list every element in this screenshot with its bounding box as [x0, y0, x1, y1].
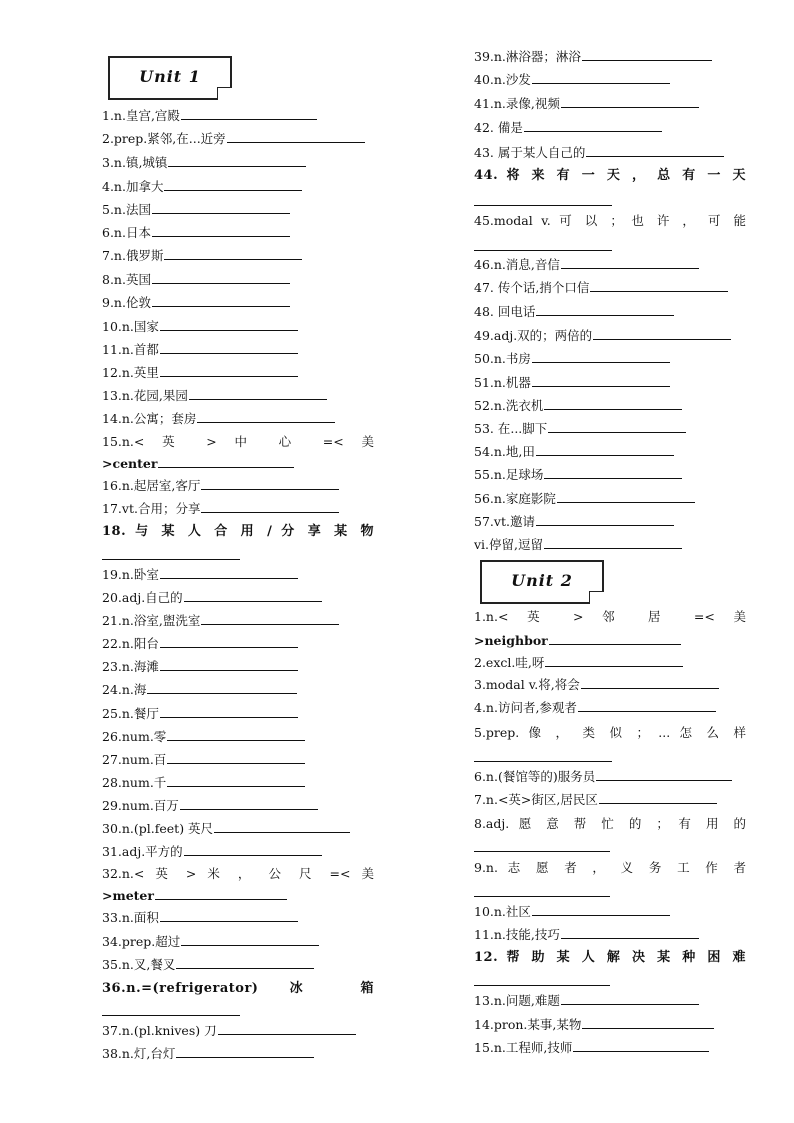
vocab-item: 48. 回电话: [474, 304, 674, 320]
vocab-item: >meter: [102, 888, 287, 904]
vocab-item: 28.num.千: [102, 775, 305, 791]
vocab-item: 6.n.日本: [102, 225, 290, 241]
vocab-item: 13.n.花园,果园: [102, 388, 327, 404]
unit-2-label: [480, 560, 604, 604]
vocab-item: 21.n.浴室,盥洗室: [102, 613, 339, 629]
vocab-item: vi.停留,逗留: [474, 537, 682, 553]
vocab-item: >neighbor: [474, 633, 681, 649]
vocab-item: 39.n.淋浴器；淋浴: [474, 49, 712, 65]
answer-line: [102, 1015, 240, 1016]
vocab-item: 40.n.沙发: [474, 72, 670, 88]
vocab-item: 9.n.伦敦: [102, 295, 290, 311]
answer-line: [474, 761, 612, 762]
vocab-item: 4.n.访问者,参观者: [474, 700, 716, 716]
vocab-item: 6.n.(餐馆等的)服务员: [474, 769, 732, 785]
vocab-item: 13.n.问题,难题: [474, 993, 699, 1009]
vocab-item: 33.n.面积: [102, 910, 298, 926]
vocab-item: 11.n.技能,技巧: [474, 927, 699, 943]
vocab-item: 7.n.俄罗斯: [102, 248, 302, 264]
answer-line: [474, 896, 610, 897]
vocab-item: 4.n.加拿大: [102, 179, 302, 195]
vocab-item: 12. 帮 助 某 人 解 决 某 种 困 难: [474, 950, 746, 965]
vocab-item: 2.excl.哇,呀: [474, 655, 683, 671]
unit-1-title: Unit 1: [139, 67, 201, 86]
vocab-item: 53. 在...脚下: [474, 421, 686, 437]
vocab-item: 54.n.地,田: [474, 444, 674, 460]
vocab-item: 3.modal v.将,将会: [474, 677, 719, 693]
vocab-item: 57.vt.邀请: [474, 514, 674, 530]
vocab-item: 9.n. 志 愿 者 ， 义 务 工 作 者: [474, 860, 746, 875]
vocab-item: 47. 传个话,捎个口信: [474, 280, 728, 296]
vocab-item: 46.n.消息,音信: [474, 257, 699, 273]
vocab-item: 1.n.< 英 > 邻 居 =< 美: [474, 609, 746, 624]
vocab-item: 45.modal v. 可 以 ； 也 许 ， 可 能: [474, 213, 746, 228]
answer-line: [474, 205, 612, 206]
vocab-item: 55.n.足球场: [474, 467, 682, 483]
vocab-item: 31.adj.平方的: [102, 844, 322, 860]
vocab-item: 1.n.皇宫,宫殿: [102, 108, 317, 124]
vocab-item: 8.n.英国: [102, 272, 290, 288]
vocab-item: 35.n.叉,餐叉: [102, 957, 314, 973]
vocab-item: 34.prep.超过: [102, 934, 319, 950]
vocab-item: 36.n.=(refrigerator) 冰 箱: [102, 981, 374, 996]
vocab-item: 12.n.英里: [102, 365, 298, 381]
answer-line: [474, 851, 610, 852]
vocab-item: 10.n.社区: [474, 904, 670, 920]
answer-line: [474, 985, 610, 986]
vocab-item: 43. 属于某人自己的: [474, 145, 724, 161]
vocab-item: 2.prep.紧邻,在...近旁: [102, 131, 365, 147]
answer-line: [102, 559, 240, 560]
vocab-item: 5.n.法国: [102, 202, 290, 218]
vocab-item: 5.prep. 像 ， 类 似 ； ... 怎 么 样: [474, 725, 746, 740]
vocab-item: 44. 将 来 有 一 天 ， 总 有 一 天: [474, 168, 746, 183]
vocab-item: 38.n.灯,台灯: [102, 1046, 314, 1062]
vocab-item: 8.adj. 愿 意 帮 忙 的 ； 有 用 的: [474, 816, 746, 831]
answer-line: [474, 250, 612, 251]
vocab-item: 42. 備是: [474, 120, 662, 136]
vocab-item: 49.adj.双的；两倍的: [474, 328, 731, 344]
vocab-item: 14.pron.某事,某物: [474, 1017, 714, 1033]
vocab-item: 14.n.公寓；套房: [102, 411, 335, 427]
vocab-item: 50.n.书房: [474, 351, 670, 367]
vocab-item: 30.n.(pl.feet) 英尺: [102, 821, 350, 837]
vocab-item: 26.num.零: [102, 729, 305, 745]
vocab-item: 29.num.百万: [102, 798, 318, 814]
vocab-item: 17.vt.合用；分享: [102, 501, 339, 517]
vocab-item: 18. 与 某 人 合 用 / 分 享 某 物: [102, 524, 374, 539]
vocab-item: >center: [102, 456, 294, 472]
vocab-item: 51.n.机器: [474, 375, 670, 391]
vocab-item: 19.n.卧室: [102, 567, 298, 583]
vocab-item: 11.n.首都: [102, 342, 298, 358]
vocab-item: 27.num.百: [102, 752, 305, 768]
vocab-item: 20.adj.自己的: [102, 590, 322, 606]
vocab-item: 22.n.阳台: [102, 636, 298, 652]
vocab-item: 24.n.海: [102, 682, 297, 698]
unit-1-label: [108, 56, 232, 100]
vocab-item: 3.n.镇,城镇: [102, 155, 306, 171]
vocab-item: 15.n.< 英 > 中 心 =< 美: [102, 434, 374, 449]
vocab-item: 41.n.录像,视频: [474, 96, 699, 112]
vocab-item: 25.n.餐厅: [102, 706, 298, 722]
vocab-item: 52.n.洗衣机: [474, 398, 682, 414]
vocab-item: 10.n.国家: [102, 319, 298, 335]
vocab-item: 37.n.(pl.knives) 刀: [102, 1023, 356, 1039]
vocab-item: 32.n.< 英 > 米 ， 公 尺 =< 美: [102, 866, 374, 881]
vocab-item: 15.n.工程师,技师: [474, 1040, 709, 1056]
vocab-item: 23.n.海滩: [102, 659, 298, 675]
unit-2-title: Unit 2: [511, 571, 573, 590]
vocab-item: 7.n.<英>街区,居民区: [474, 792, 717, 808]
vocab-item: 56.n.家庭影院: [474, 491, 695, 507]
vocab-item: 16.n.起居室,客厅: [102, 478, 339, 494]
